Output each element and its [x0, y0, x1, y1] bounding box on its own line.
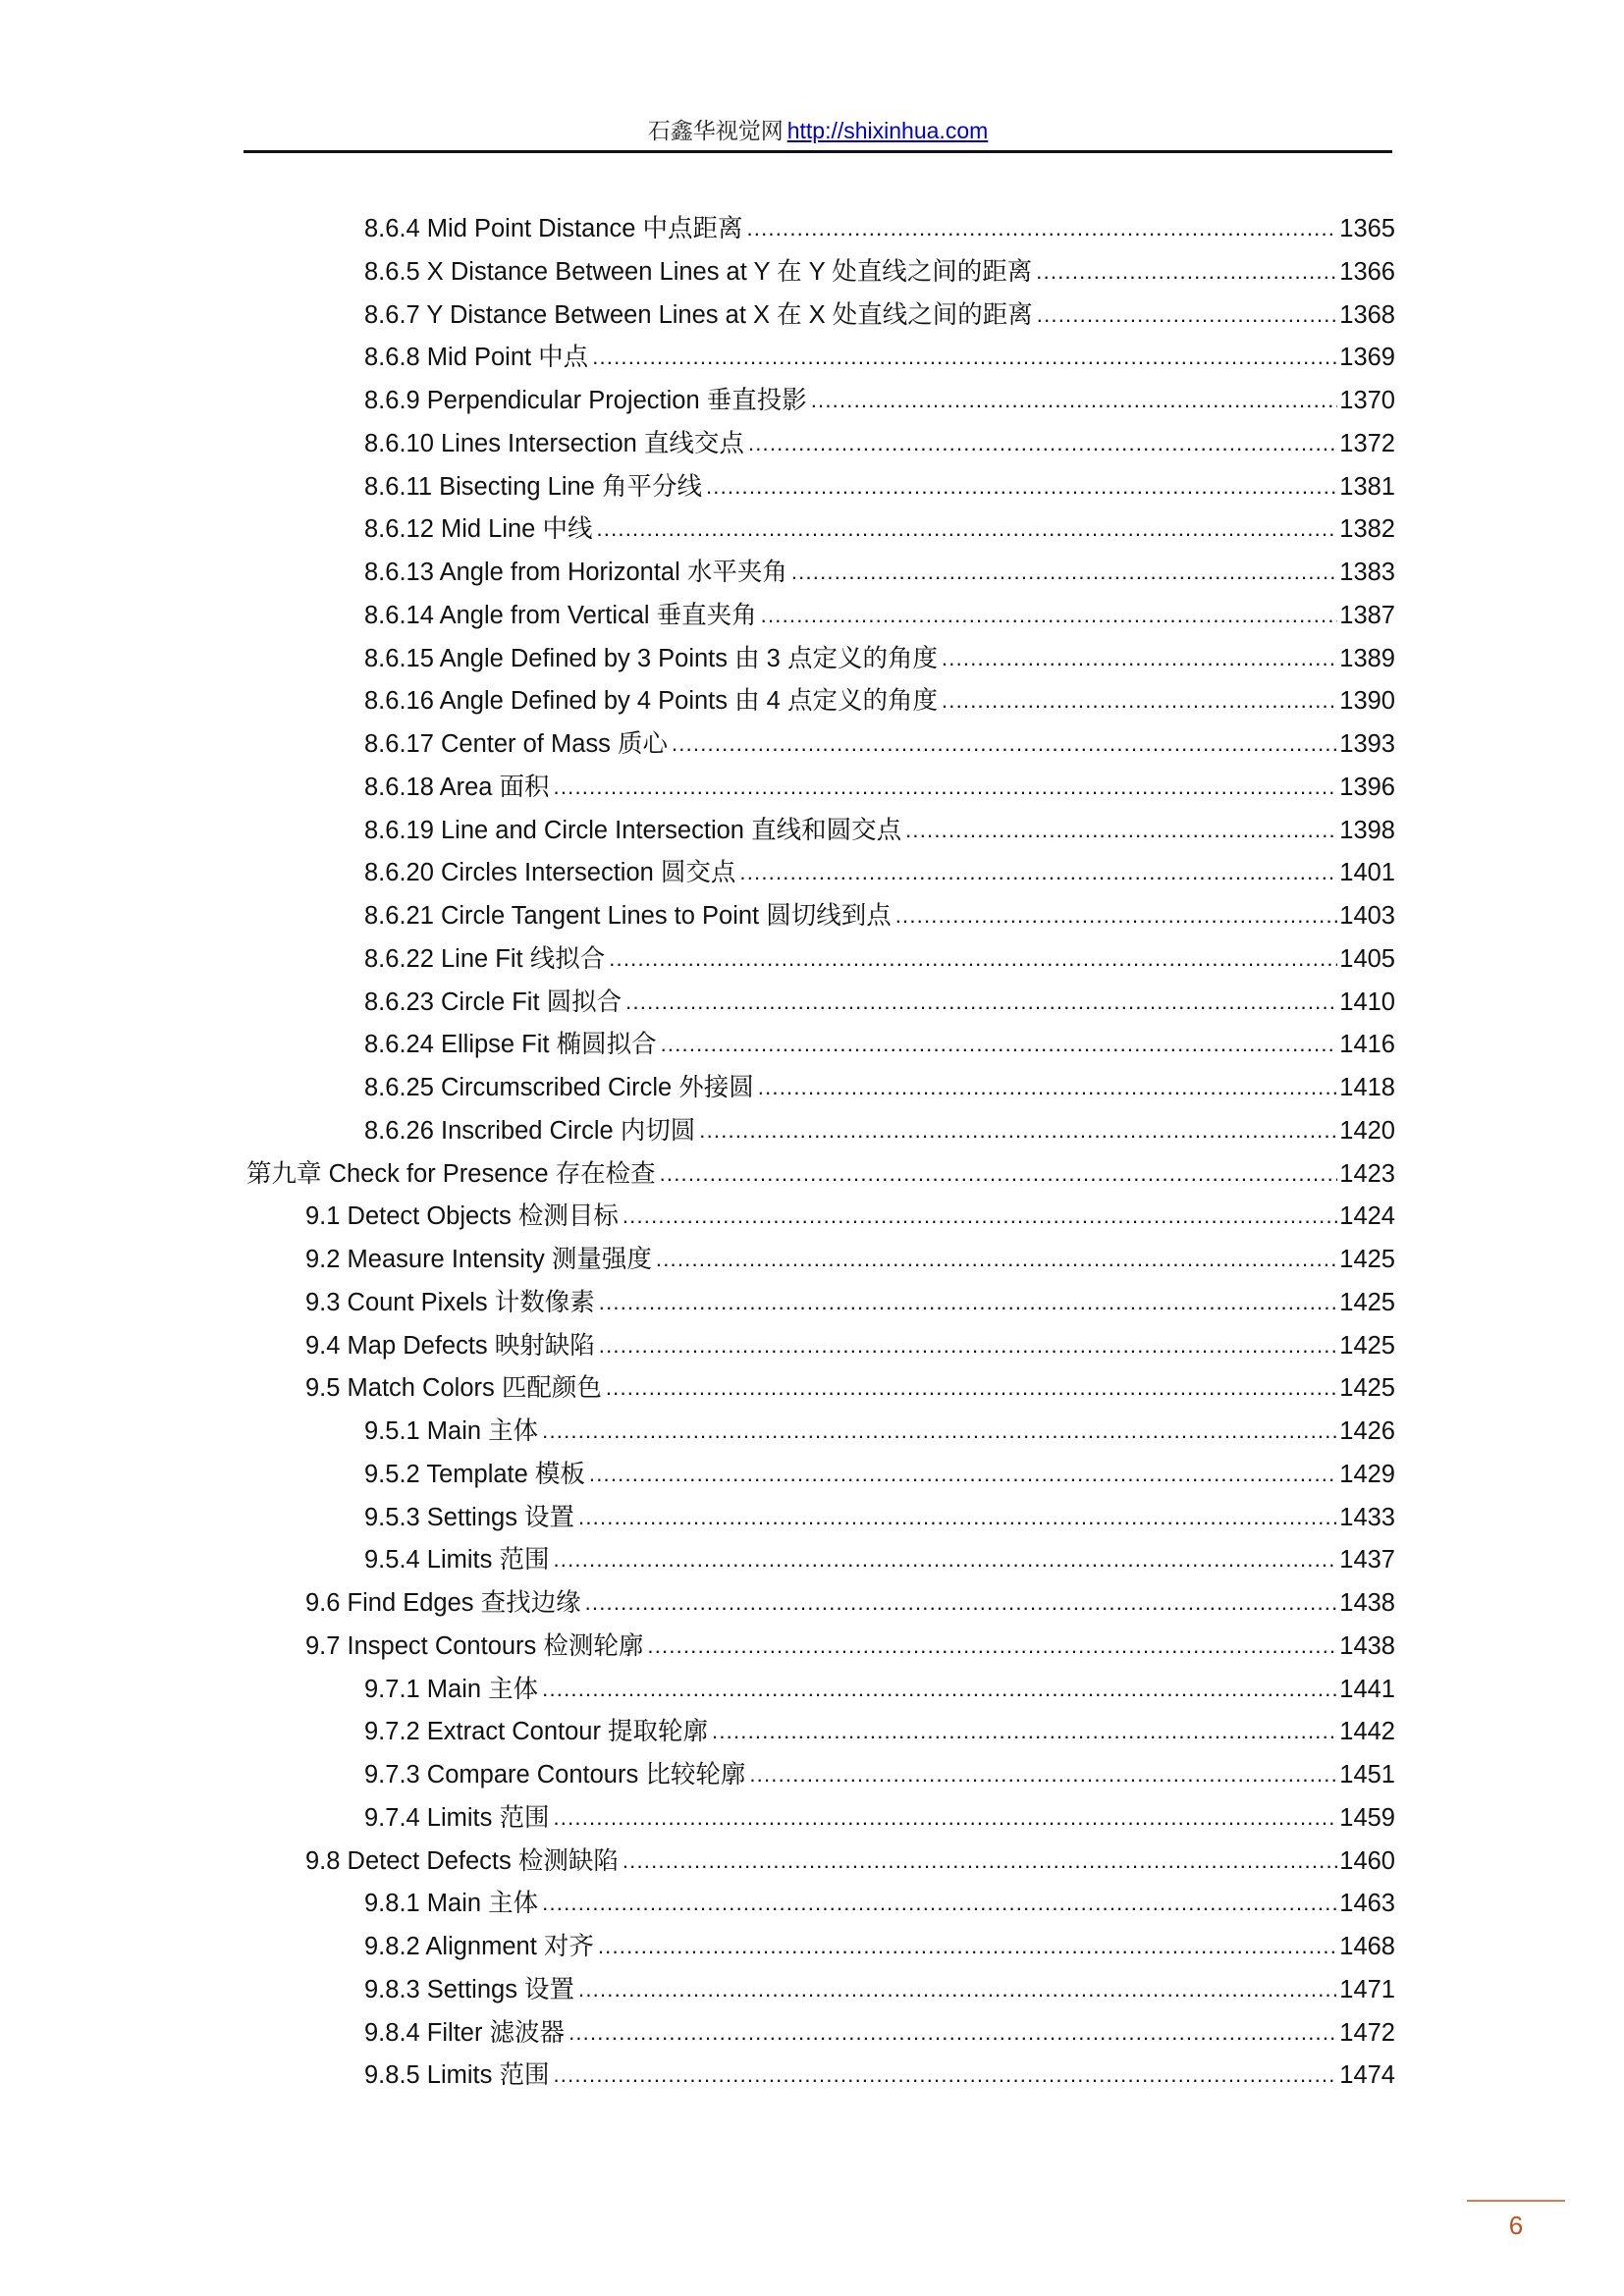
toc-leader-dots: [748, 429, 1337, 458]
toc-leader-dots: [609, 944, 1337, 974]
toc-leader-dots: [706, 472, 1337, 502]
toc-entry[interactable]: [364, 672, 1395, 716]
toc-entry-page: 1468: [1339, 1933, 1395, 1960]
toc-entry-page: 1398: [1339, 816, 1395, 844]
toc-entry-page: 1420: [1339, 1116, 1395, 1145]
toc-entry-label: 9.3 Count Pixels 计数像素: [305, 1288, 595, 1316]
toc-entry-label: 8.6.25 Circumscribed Circle 外接圆: [364, 1074, 754, 1101]
toc-leader-dots: [553, 2060, 1337, 2090]
toc-entry-page: 1383: [1339, 559, 1395, 586]
toc-entry-page: 1459: [1339, 1803, 1395, 1832]
toc-entry-label: 9.7 Inspect Contours 检测轮廓: [305, 1631, 644, 1660]
page-header: [244, 116, 1392, 145]
toc-entry-label: 9.6 Find Edges 查找边缘: [305, 1589, 581, 1617]
toc-leader-dots: [761, 601, 1338, 630]
toc-entry-page: 1410: [1339, 988, 1395, 1016]
toc-entry-page: 1425: [1339, 1331, 1395, 1360]
toc-entry[interactable]: [364, 1661, 1395, 1704]
toc-entry[interactable]: [305, 1360, 1395, 1403]
toc-entry[interactable]: [305, 1231, 1395, 1274]
toc-entry[interactable]: [364, 802, 1395, 845]
toc-entry[interactable]: [364, 1531, 1395, 1575]
toc-entry-page: 1387: [1339, 601, 1395, 629]
toc-leader-dots: [542, 1675, 1337, 1704]
toc-leader-dots: [542, 1416, 1337, 1446]
toc-leader-dots: [811, 386, 1338, 415]
toc-leader-dots: [623, 1846, 1337, 1876]
toc-entry[interactable]: [364, 1918, 1395, 1961]
toc-entry-page: 1372: [1339, 429, 1395, 457]
toc-entry-page: 1424: [1339, 1202, 1395, 1231]
toc-entry-label: 8.6.17 Center of Mass 质心: [364, 730, 668, 758]
toc-entry-page: 1405: [1339, 944, 1395, 973]
toc-entry-label: 9.4 Map Defects 映射缺陷: [305, 1331, 595, 1360]
toc-entry-page: 1441: [1339, 1675, 1395, 1703]
toc-entry[interactable]: [364, 243, 1395, 287]
toc-entry-label: 8.6.12 Mid Line 中线: [364, 515, 593, 544]
toc-entry-page: 1389: [1339, 644, 1395, 672]
toc-entry-label: 8.6.26 Inscribed Circle 内切圆: [364, 1116, 696, 1145]
toc-leader-dots: [554, 773, 1338, 802]
toc-leader-dots: [568, 2018, 1337, 2048]
toc-leader-dots: [599, 1288, 1337, 1317]
toc-entry[interactable]: [364, 287, 1395, 330]
toc-entry-label: 8.6.21 Circle Tangent Lines to Point 圆切线到点: [364, 902, 892, 930]
toc-entry-page: 1403: [1339, 902, 1395, 930]
toc-entry-label: 9.7.2 Extract Contour 提取轮廓: [364, 1718, 709, 1746]
toc-entry[interactable]: [305, 1833, 1395, 1876]
toc-entry[interactable]: [305, 1575, 1395, 1618]
toc-entry-page: 1437: [1339, 1546, 1395, 1575]
toc-leader-dots: [647, 1631, 1337, 1661]
toc-entry[interactable]: [364, 1789, 1395, 1833]
toc-entry-label: 9.8.2 Alignment 对齐: [364, 1933, 594, 1960]
toc-entry-page: 1438: [1339, 1631, 1395, 1660]
toc-entry-label: 9.7.1 Main 主体: [364, 1675, 539, 1703]
site-name: 石鑫华视觉网: [647, 118, 784, 143]
toc-entry[interactable]: [364, 2047, 1395, 2090]
toc-leader-dots: [578, 1975, 1337, 2004]
toc-entry-label: 9.8.3 Settings 设置: [364, 1975, 575, 2003]
toc-entry-page: 1451: [1339, 1761, 1395, 1789]
toc-leader-dots: [712, 1717, 1337, 1746]
toc-entry-label: 9.8.4 Filter 滤波器: [364, 2018, 566, 2047]
toc-entry-label: 8.6.16 Angle Defined by 4 Points 由 4 点定义的角度: [364, 687, 938, 716]
toc-entry[interactable]: [364, 1403, 1395, 1446]
toc-entry-page: 1365: [1339, 215, 1395, 242]
toc-entry-page: 1366: [1339, 257, 1395, 286]
toc-entry-page: 1460: [1339, 1846, 1395, 1875]
toc-entry-label: 9.5 Match Colors 匹配颜色: [305, 1374, 602, 1403]
toc-leader-dots: [599, 1331, 1338, 1361]
toc-entry[interactable]: [364, 1961, 1395, 2004]
toc-entry-page: 1426: [1339, 1417, 1395, 1445]
toc-entry-label: 8.6.10 Lines Intersection 直线交点: [364, 429, 744, 457]
toc-entry-page: 1442: [1339, 1718, 1395, 1746]
toc-entry-label: 8.6.24 Ellipse Fit 椭圆拟合: [364, 1031, 657, 1059]
toc-entry-page: 1393: [1339, 730, 1395, 758]
toc-entry[interactable]: [364, 974, 1395, 1017]
toc-leader-dots: [661, 1030, 1338, 1059]
toc-entry-label: 9.2 Measure Intensity 测量强度: [305, 1246, 652, 1273]
toc-leader-dots: [746, 214, 1337, 243]
toc-entry[interactable]: [305, 1317, 1395, 1361]
header-rule: [244, 150, 1392, 153]
toc-entry[interactable]: [305, 1188, 1395, 1231]
toc-entry[interactable]: [364, 931, 1395, 974]
toc-leader-dots: [596, 514, 1337, 544]
page-number: 6: [1508, 2211, 1524, 2240]
toc-entry-page: 1425: [1339, 1246, 1395, 1273]
toc-entry[interactable]: [364, 1746, 1395, 1789]
toc-entry-label: 8.6.15 Angle Defined by 3 Points 由 3 点定义的角度: [364, 644, 938, 672]
toc-leader-dots: [585, 1588, 1338, 1618]
toc-entry-page: 1416: [1339, 1031, 1395, 1059]
toc-leader-dots: [791, 558, 1337, 587]
toc-entry[interactable]: [364, 415, 1395, 458]
toc-entry[interactable]: [305, 1274, 1395, 1317]
toc-entry[interactable]: [364, 329, 1395, 372]
toc-entry[interactable]: [364, 544, 1395, 587]
toc-entry-page: 1382: [1339, 515, 1395, 544]
toc-entry-page: 1418: [1339, 1074, 1395, 1101]
toc-leader-dots: [1037, 300, 1338, 330]
toc-entry[interactable]: [364, 1016, 1395, 1059]
toc-entry-page: 1433: [1339, 1503, 1395, 1531]
toc-leader-dots: [625, 988, 1337, 1017]
toc-entry[interactable]: [364, 887, 1395, 931]
toc-leader-dots: [578, 1503, 1337, 1532]
toc-leader-dots: [553, 1803, 1337, 1833]
toc-leader-dots: [905, 816, 1337, 845]
toc-entry[interactable]: [364, 1446, 1395, 1489]
toc-leader-dots: [553, 1545, 1337, 1575]
toc-entry-label: 8.6.5 X Distance Between Lines at Y 在 Y 处直线之间的距离: [364, 257, 1033, 286]
toc-leader-dots: [758, 1073, 1337, 1102]
toc-entry-page: 1381: [1339, 472, 1395, 501]
toc-entry[interactable]: [364, 587, 1395, 630]
toc-leader-dots: [542, 1889, 1337, 1918]
toc-entry-page: 1396: [1339, 773, 1395, 801]
toc-entry[interactable]: [364, 1703, 1395, 1746]
toc-entry[interactable]: [364, 2004, 1395, 2048]
toc-entry[interactable]: [364, 1875, 1395, 1918]
toc-entry[interactable]: [364, 200, 1395, 243]
toc-leader-dots: [672, 729, 1337, 759]
toc-entry[interactable]: [364, 630, 1395, 673]
toc-entry-page: 1472: [1339, 2018, 1395, 2047]
toc-leader-dots: [589, 1460, 1337, 1489]
toc-entry-page: 1423: [1339, 1159, 1395, 1188]
toc-entry[interactable]: [364, 1489, 1395, 1532]
toc-entry[interactable]: [364, 844, 1395, 887]
toc-entry-label: 第九章 Check for Presence 存在检查: [246, 1159, 656, 1188]
toc-entry-page: 1429: [1339, 1460, 1395, 1488]
toc-entry-label: 8.6.8 Mid Point 中点: [364, 344, 589, 372]
toc-leader-dots: [656, 1245, 1337, 1274]
toc-entry[interactable]: [364, 1102, 1395, 1146]
toc-leader-dots: [895, 901, 1338, 931]
toc-leader-dots: [739, 858, 1337, 887]
toc-entry-page: 1425: [1339, 1288, 1395, 1316]
toc-entry[interactable]: [364, 501, 1395, 544]
toc-entry-label: 9.5.1 Main 主体: [364, 1417, 539, 1445]
toc-entry-label: 9.5.3 Settings 设置: [364, 1503, 575, 1531]
toc-entry[interactable]: [364, 759, 1395, 802]
toc-entry[interactable]: [364, 458, 1395, 502]
toc-entry[interactable]: [364, 372, 1395, 415]
toc-entry-label: 9.8.1 Main 主体: [364, 1890, 539, 1918]
toc-entry-label: 9.5.2 Template 模板: [364, 1460, 585, 1488]
toc-entry[interactable]: [305, 1618, 1395, 1661]
toc-entry-page: 1401: [1339, 859, 1395, 887]
toc-entry-label: 8.6.23 Circle Fit 圆拟合: [364, 988, 623, 1016]
toc-entry-label: 8.6.4 Mid Point Distance 中点距离: [364, 215, 743, 242]
toc-entry-label: 9.8.5 Limits 范围: [364, 2061, 550, 2090]
site-url-link[interactable]: http://shixinhua.com: [786, 118, 989, 143]
toc-leader-dots: [1036, 257, 1337, 287]
toc-leader-dots: [699, 1116, 1337, 1146]
toc-entry-label: 9.7.4 Limits 范围: [364, 1803, 550, 1832]
toc-entry[interactable]: [364, 716, 1395, 759]
toc-entry-label: 9.5.4 Limits 范围: [364, 1546, 550, 1575]
toc-entry-page: 1474: [1339, 2061, 1395, 2090]
toc-leader-dots: [623, 1201, 1337, 1231]
toc-leader-dots: [942, 644, 1337, 673]
toc-entry-label: 8.6.13 Angle from Horizontal 水平夹角: [364, 559, 787, 586]
footer-rule: [1467, 2200, 1565, 2202]
toc-entry-page: 1369: [1339, 344, 1395, 372]
toc-entry-label: 8.6.9 Perpendicular Projection 垂直投影: [364, 387, 807, 414]
toc-entry-label: 9.8 Detect Defects 检测缺陷: [305, 1846, 619, 1875]
toc-entry-page: 1438: [1339, 1589, 1395, 1617]
toc-entry-page: 1463: [1339, 1890, 1395, 1918]
toc-entry-page: 1368: [1339, 300, 1395, 329]
toc-leader-dots: [660, 1159, 1338, 1189]
toc-entry-label: 9.7.3 Compare Contours 比较轮廓: [364, 1761, 746, 1789]
toc-entry-page: 1370: [1339, 387, 1395, 414]
toc-entry-label: 8.6.19 Line and Circle Intersection 直线和圆交点: [364, 816, 902, 844]
toc-entry-label: 8.6.22 Line Fit 线拟合: [364, 944, 606, 973]
toc-entry-label: 9.1 Detect Objects 检测目标: [305, 1202, 619, 1231]
toc-entry-page: 1471: [1339, 1975, 1395, 2003]
toc-entry-label: 8.6.14 Angle from Vertical 垂直夹角: [364, 601, 757, 629]
toc-entry-page: 1390: [1339, 687, 1395, 716]
toc-leader-dots: [598, 1932, 1337, 1961]
toc-leader-dots: [942, 686, 1337, 716]
toc-leader-dots: [749, 1760, 1337, 1789]
toc-entry-label: 8.6.18 Area 面积: [364, 773, 550, 801]
toc-entry-page: 1425: [1339, 1374, 1395, 1403]
toc-entry[interactable]: [364, 1059, 1395, 1102]
toc-entry-label: 8.6.20 Circles Intersection 圆交点: [364, 859, 736, 887]
toc-entry-label: 8.6.7 Y Distance Between Lines at X 在 X 处直线之间的距离: [364, 300, 1033, 329]
toc-entry[interactable]: [246, 1146, 1395, 1189]
toc-leader-dots: [592, 343, 1337, 372]
toc-leader-dots: [606, 1373, 1337, 1403]
toc-entry-label: 8.6.11 Bisecting Line 角平分线: [364, 472, 702, 501]
